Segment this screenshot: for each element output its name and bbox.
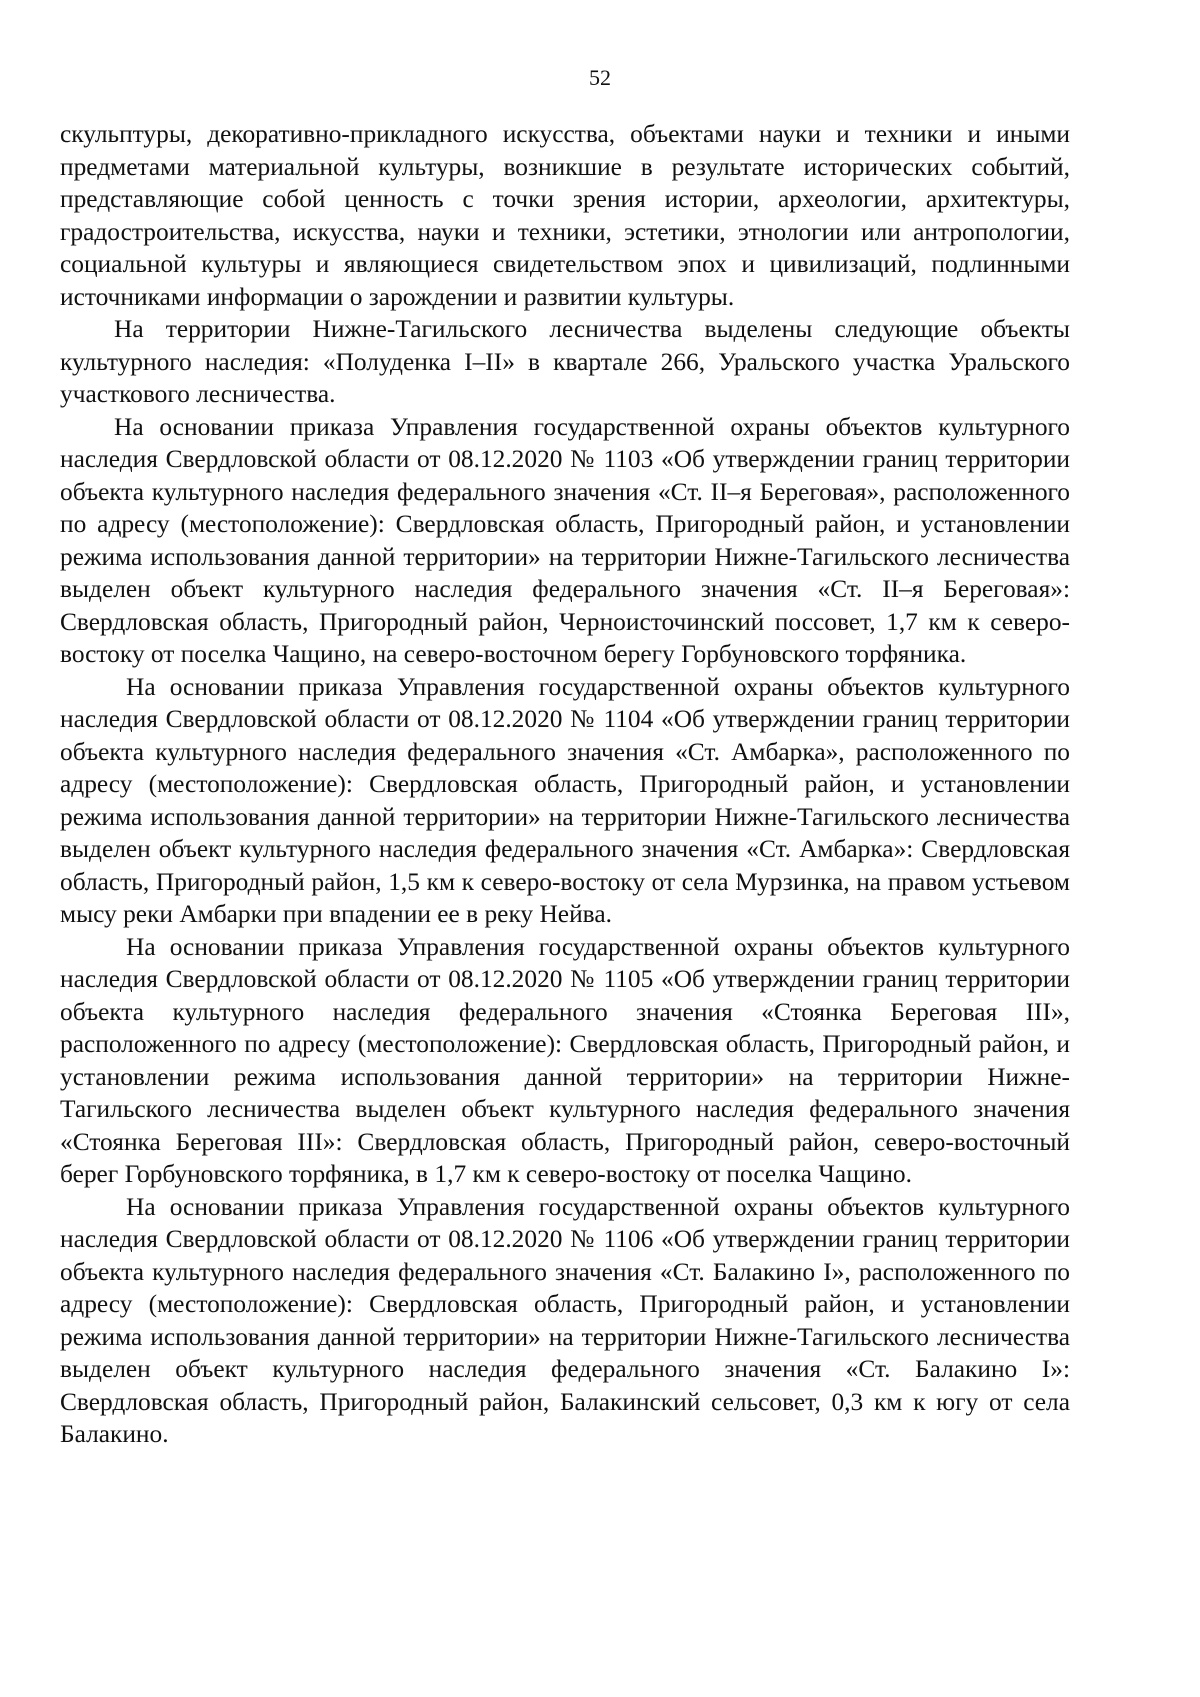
paragraph-continuation: скульптуры, декоративно-прикладного искусства, объектами науки и техники и иными предметами материальной культуры, возникшие в результате исторических событий, представляющие собой ценность с точки зрения истории, археологии, архитектуры, градостроительства, искусства, науки и техники, эстетики, этнологии или антропологии, социальной культуры и являющиеся свидетельством эпох и цивилизаций, подлинными источниками информации о зарождении и развитии культуры. [60,120,1070,311]
paragraph-order-1105: На основании приказа Управления государственной охраны объектов культурного наследия Свердловской области от 08.12.2020 № 1105 «Об утверждении границ территории объекта культурного наследия федерального значения «Стоянка Береговая III», расположенного по адресу (местоположение): Свердловская область, Пригородный район, и установлении режима использования данной территории» на территории Нижне-Тагильского лесничества выделен объект культурного наследия федерального значения «Стоянка Береговая III»: Свердловская область, Пригородный район, северо-восточный берег Горбуновского торфяника, в 1,7 км к северо-востоку от поселка Чащино. [60,932,1070,1188]
paragraph-order-1104: На основании приказа Управления государственной охраны объектов культурного наследия Свердловской области от 08.12.2020 № 1104 «Об утверждении границ территории объекта культурного наследия федерального значения «Ст. Амбарка», расположенного по адресу (местоположение): Свердловская область, Пригородный район, и установлении режима использования данной территории» на территории Нижне-Тагильского лесничества выделен объект культурного наследия федерального значения «Ст. Амбарка»: Свердловская область, Пригородный район, 1,5 км к северо-востоку от села Мурзинка, на правом устьевом мысу реки Амбарки при впадении ее в реку Нейва. [60,672,1070,928]
paragraph-order-1106: На основании приказа Управления государственной охраны объектов культурного наследия Свердловской области от 08.12.2020 № 1106 «Об утверждении границ территории объекта культурного наследия федерального значения «Ст. Балакино I», расположенного по адресу (местоположение): Свердловская область, Пригородный район, и установлении режима использования данной территории» на территории Нижне-Тагильского лесничества выделен объект культурного наследия федерального значения «Ст. Балакино I»: Свердловская область, Пригородный район, Балакинский сельсовет, 0,3 км к югу от села Балакино. [60,1192,1070,1448]
page-number: 52 [589,65,611,90]
document-body [60,118,1070,1451]
paragraph-order-1103: На основании приказа Управления государственной охраны объектов культурного наследия Свердловской области от 08.12.2020 № 1103 «Об утверждении границ территории объекта культурного наследия федерального значения «Ст. II–я Береговая», расположенного по адресу (местоположение): Свердловская область, Пригородный район, и установлении режима использования данной территории» на территории Нижне-Тагильского лесничества выделен объект культурного наследия федерального значения «Ст. II–я Береговая»: Свердловская область, Пригородный район, Черноисточинский поссовет, 1,7 км к северо-востоку от поселка Чащино, на северо-восточном берегу Горбуновского торфяника. [60,412,1070,668]
paragraph-heritage-objects: На территории Нижне-Тагильского лесничества выделены следующие объекты культурного наследия: «Полуденка I–II» в квартале 266, Уральского участка Уральского участкового лесничества. [60,315,1070,408]
